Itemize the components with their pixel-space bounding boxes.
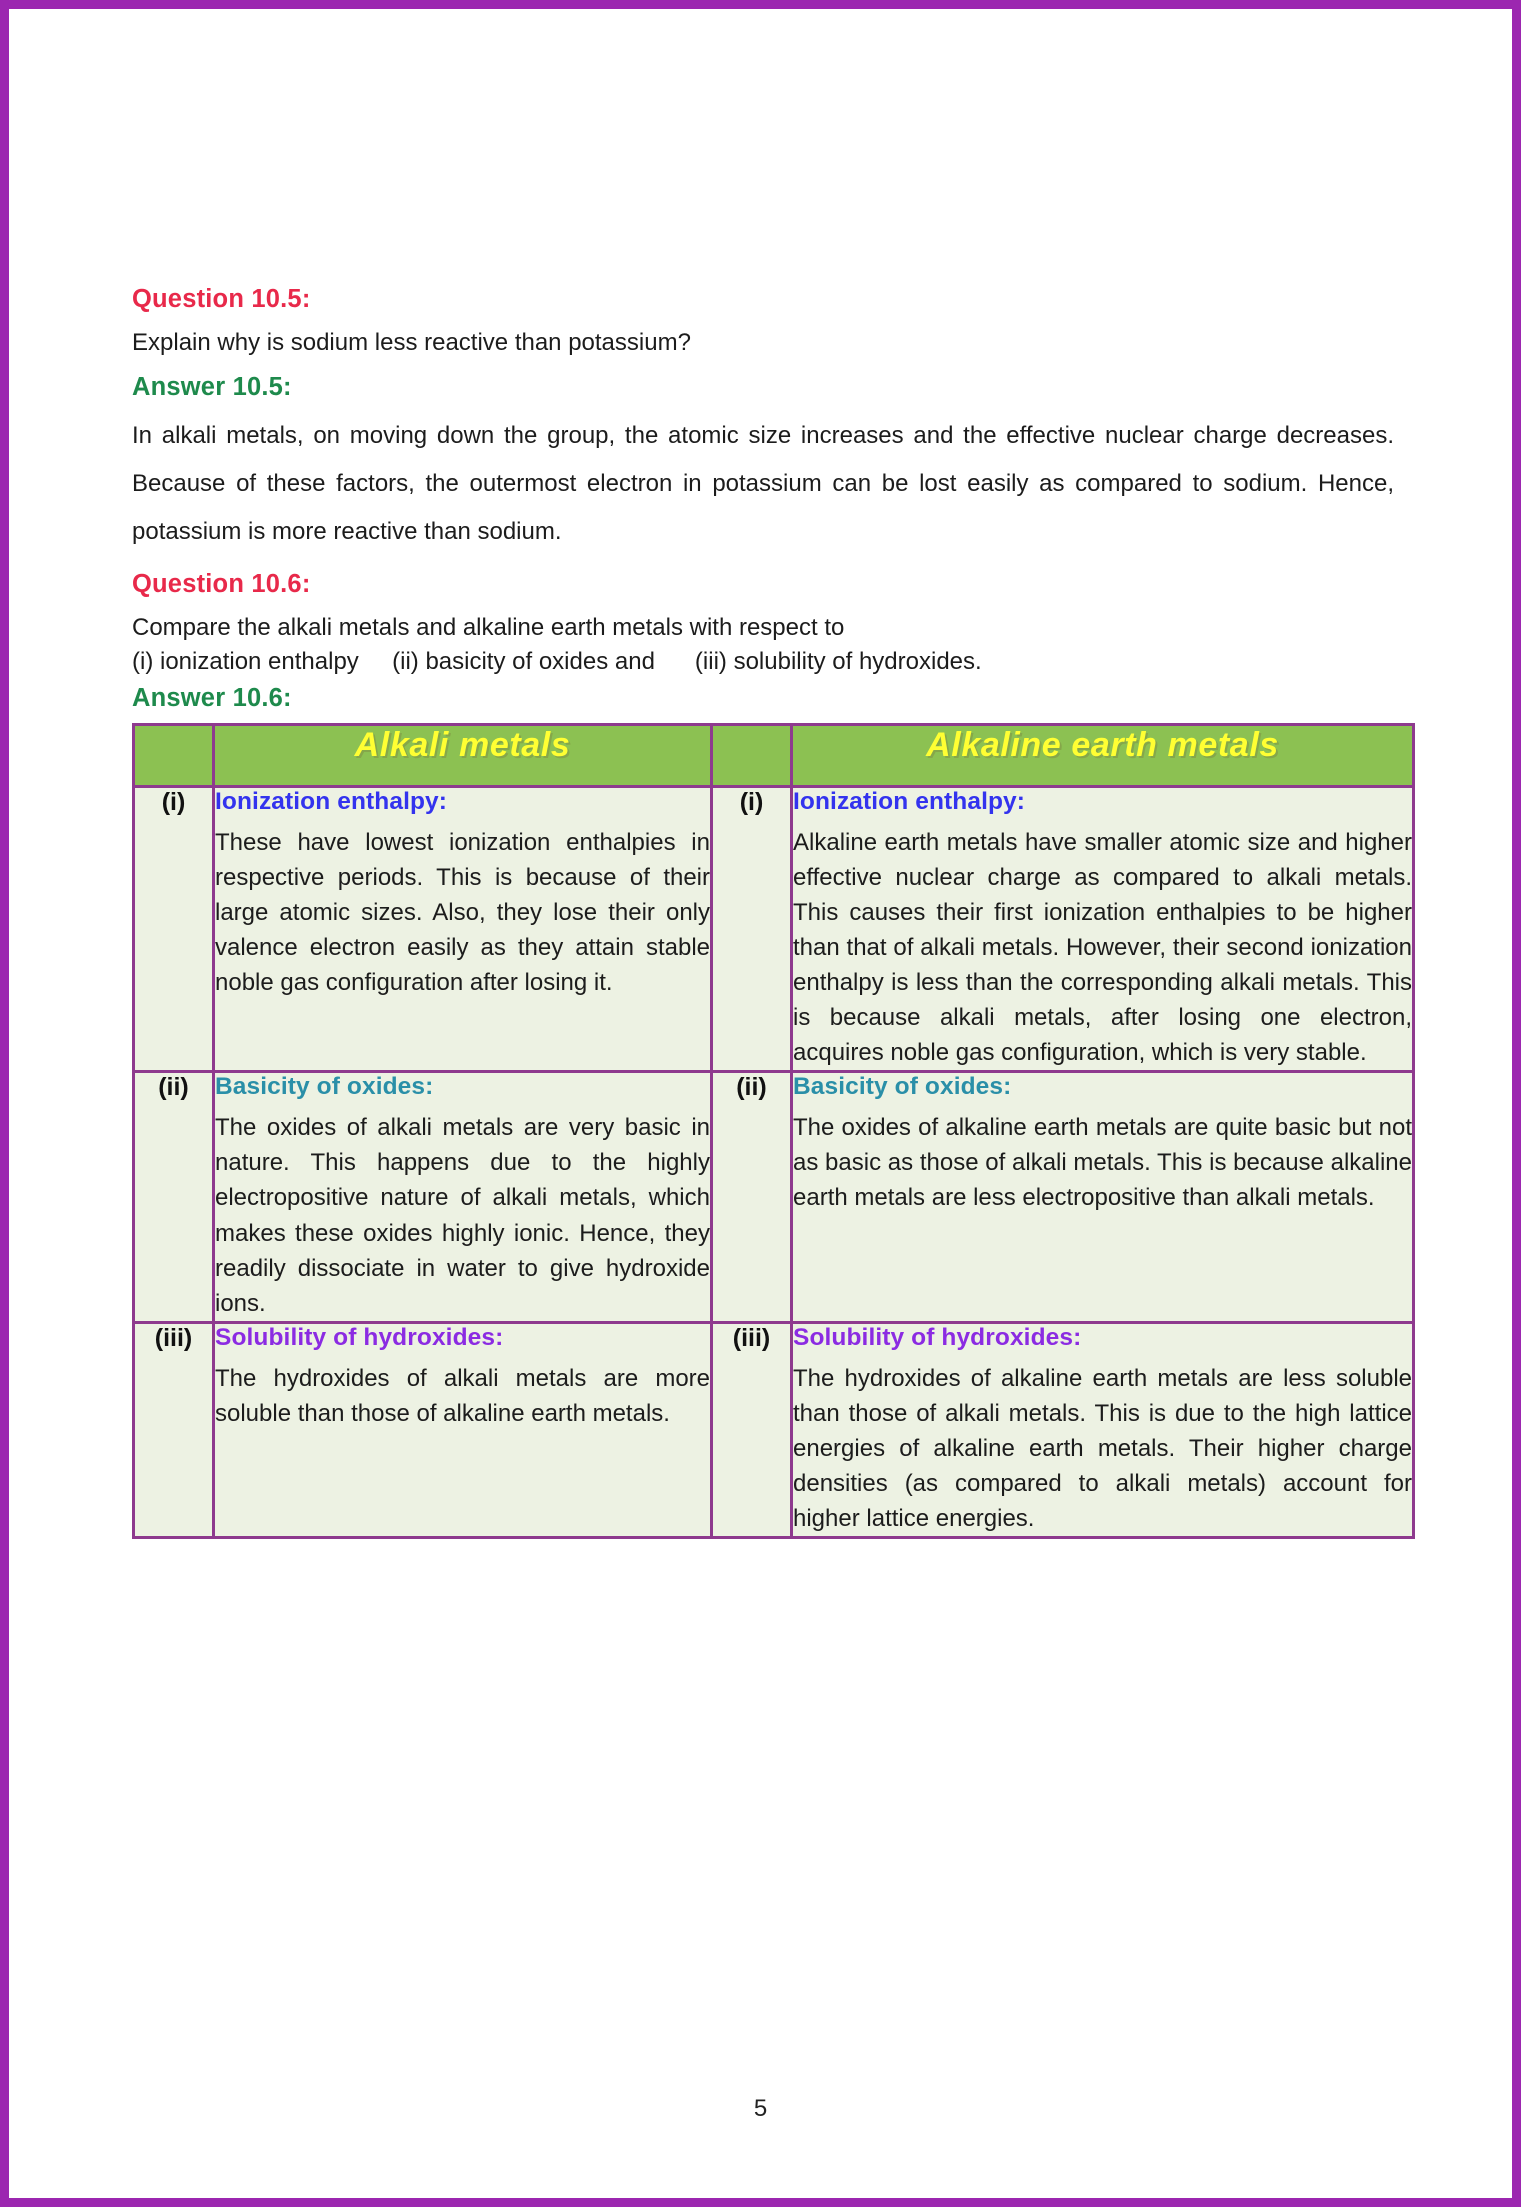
header-alkali-metals bbox=[214, 725, 712, 787]
question-10-6-heading: Question 10.6: bbox=[132, 570, 311, 599]
table-row bbox=[134, 787, 1414, 1072]
cell-alkaline-earth-solubility-of-hydroxides bbox=[792, 1322, 1414, 1537]
row-number-right: (i) bbox=[712, 787, 792, 1072]
header-right-spacer bbox=[712, 725, 792, 787]
cell-text: Alkaline earth metals have smaller atomic size and higher effective nuclear charge as compared to alkali metals. This causes their first ionization enthalpies to be higher than that of alkali metals. However, their second ionization enthalpy is less than the corresponding alkali metals. This is because alkali metals, after losing one electron, acquires noble gas configuration, which is very stable. bbox=[793, 829, 1412, 1067]
comparison-table bbox=[132, 723, 1415, 1539]
row-number-right: (iii) bbox=[712, 1322, 792, 1537]
question-10-5-heading: Question 10.5: bbox=[132, 285, 311, 313]
cell-alkali-ionization-enthalpy bbox=[214, 787, 712, 1072]
cell-text: The oxides of alkaline earth metals are quite basic but not as basic as those of alkali metals. This is because alkaline earth metals are less electropositive than alkali metals. bbox=[793, 1114, 1412, 1212]
page-number: 5 bbox=[753, 2095, 768, 2122]
cell-alkaline-earth-ionization-enthalpy bbox=[792, 787, 1414, 1072]
row-number-left: (iii) bbox=[134, 1322, 214, 1537]
table-row bbox=[134, 1072, 1414, 1322]
cell-alkali-solubility-of-hydroxides bbox=[214, 1322, 712, 1537]
row-number-right: (ii) bbox=[712, 1072, 792, 1322]
cell-heading: Basicity of oxides: bbox=[215, 1073, 434, 1101]
header-alkali-metals-label: Alkali metals bbox=[354, 726, 571, 765]
question-10-6-text-line1: Compare the alkali metals and alkaline earth metals with respect to bbox=[132, 614, 845, 642]
cell-heading: Solubility of hydroxides: bbox=[215, 1323, 504, 1351]
header-left-spacer bbox=[134, 725, 214, 787]
answer-10-5-heading: Answer 10.5: bbox=[132, 373, 292, 402]
header-alkaline-earth-metals bbox=[792, 725, 1414, 787]
cell-text: The hydroxides of alkali metals are more soluble than those of alkaline earth metals. bbox=[215, 1364, 710, 1427]
cell-text: These have lowest ionization enthalpies in respective periods. This is because of their large atomic sizes. Also, they lose their only valence electron easily as they attain stable noble gas configuration after losing it. bbox=[215, 829, 710, 997]
answer-10-5-text: In alkali metals, on moving down the group, the atomic size increases and the effective nuclear charge decreases. Because of these factors, the outermost electron in potassium can be lost easily as compared to sodium. Hence, potassium is more reactive than sodium. bbox=[132, 422, 1394, 546]
cell-text: The oxides of alkali metals are very basic in nature. This happens due to the highly electropositive nature of alkali metals, which makes these oxides highly ionic. Hence, they readily dissociate in water to give hydroxide ions. bbox=[215, 1114, 710, 1317]
cell-heading: Basicity of oxides: bbox=[793, 1073, 1012, 1101]
answer-10-6-heading: Answer 10.6: bbox=[132, 684, 292, 713]
cell-alkali-basicity-of-oxides bbox=[214, 1072, 712, 1322]
cell-heading: Ionization enthalpy: bbox=[793, 788, 1026, 816]
row-number-left: (ii) bbox=[134, 1072, 214, 1322]
table-header-row bbox=[134, 725, 1414, 787]
cell-heading: Solubility of hydroxides: bbox=[793, 1323, 1082, 1351]
document-content bbox=[132, 285, 1412, 1539]
cell-text: The hydroxides of alkaline earth metals are less soluble than those of alkali metals. This is due to the high lattice energies of alkaline earth metals. Their higher charge densities (as compared to alkali metals) account for higher lattice energies. bbox=[793, 1364, 1412, 1532]
question-10-6-text-line2: (i) ionization enthalpy (ii) basicity of oxides and (iii) solubility of hydroxides. bbox=[132, 648, 982, 676]
table-row bbox=[134, 1322, 1414, 1537]
question-10-5-text: Explain why is sodium less reactive than potassium? bbox=[132, 329, 691, 356]
cell-heading: Ionization enthalpy: bbox=[215, 788, 448, 816]
cell-alkaline-earth-basicity-of-oxides bbox=[792, 1072, 1414, 1322]
header-alkaline-earth-metals-label: Alkaline earth metals bbox=[926, 726, 1279, 765]
row-number-left: (i) bbox=[134, 787, 214, 1072]
